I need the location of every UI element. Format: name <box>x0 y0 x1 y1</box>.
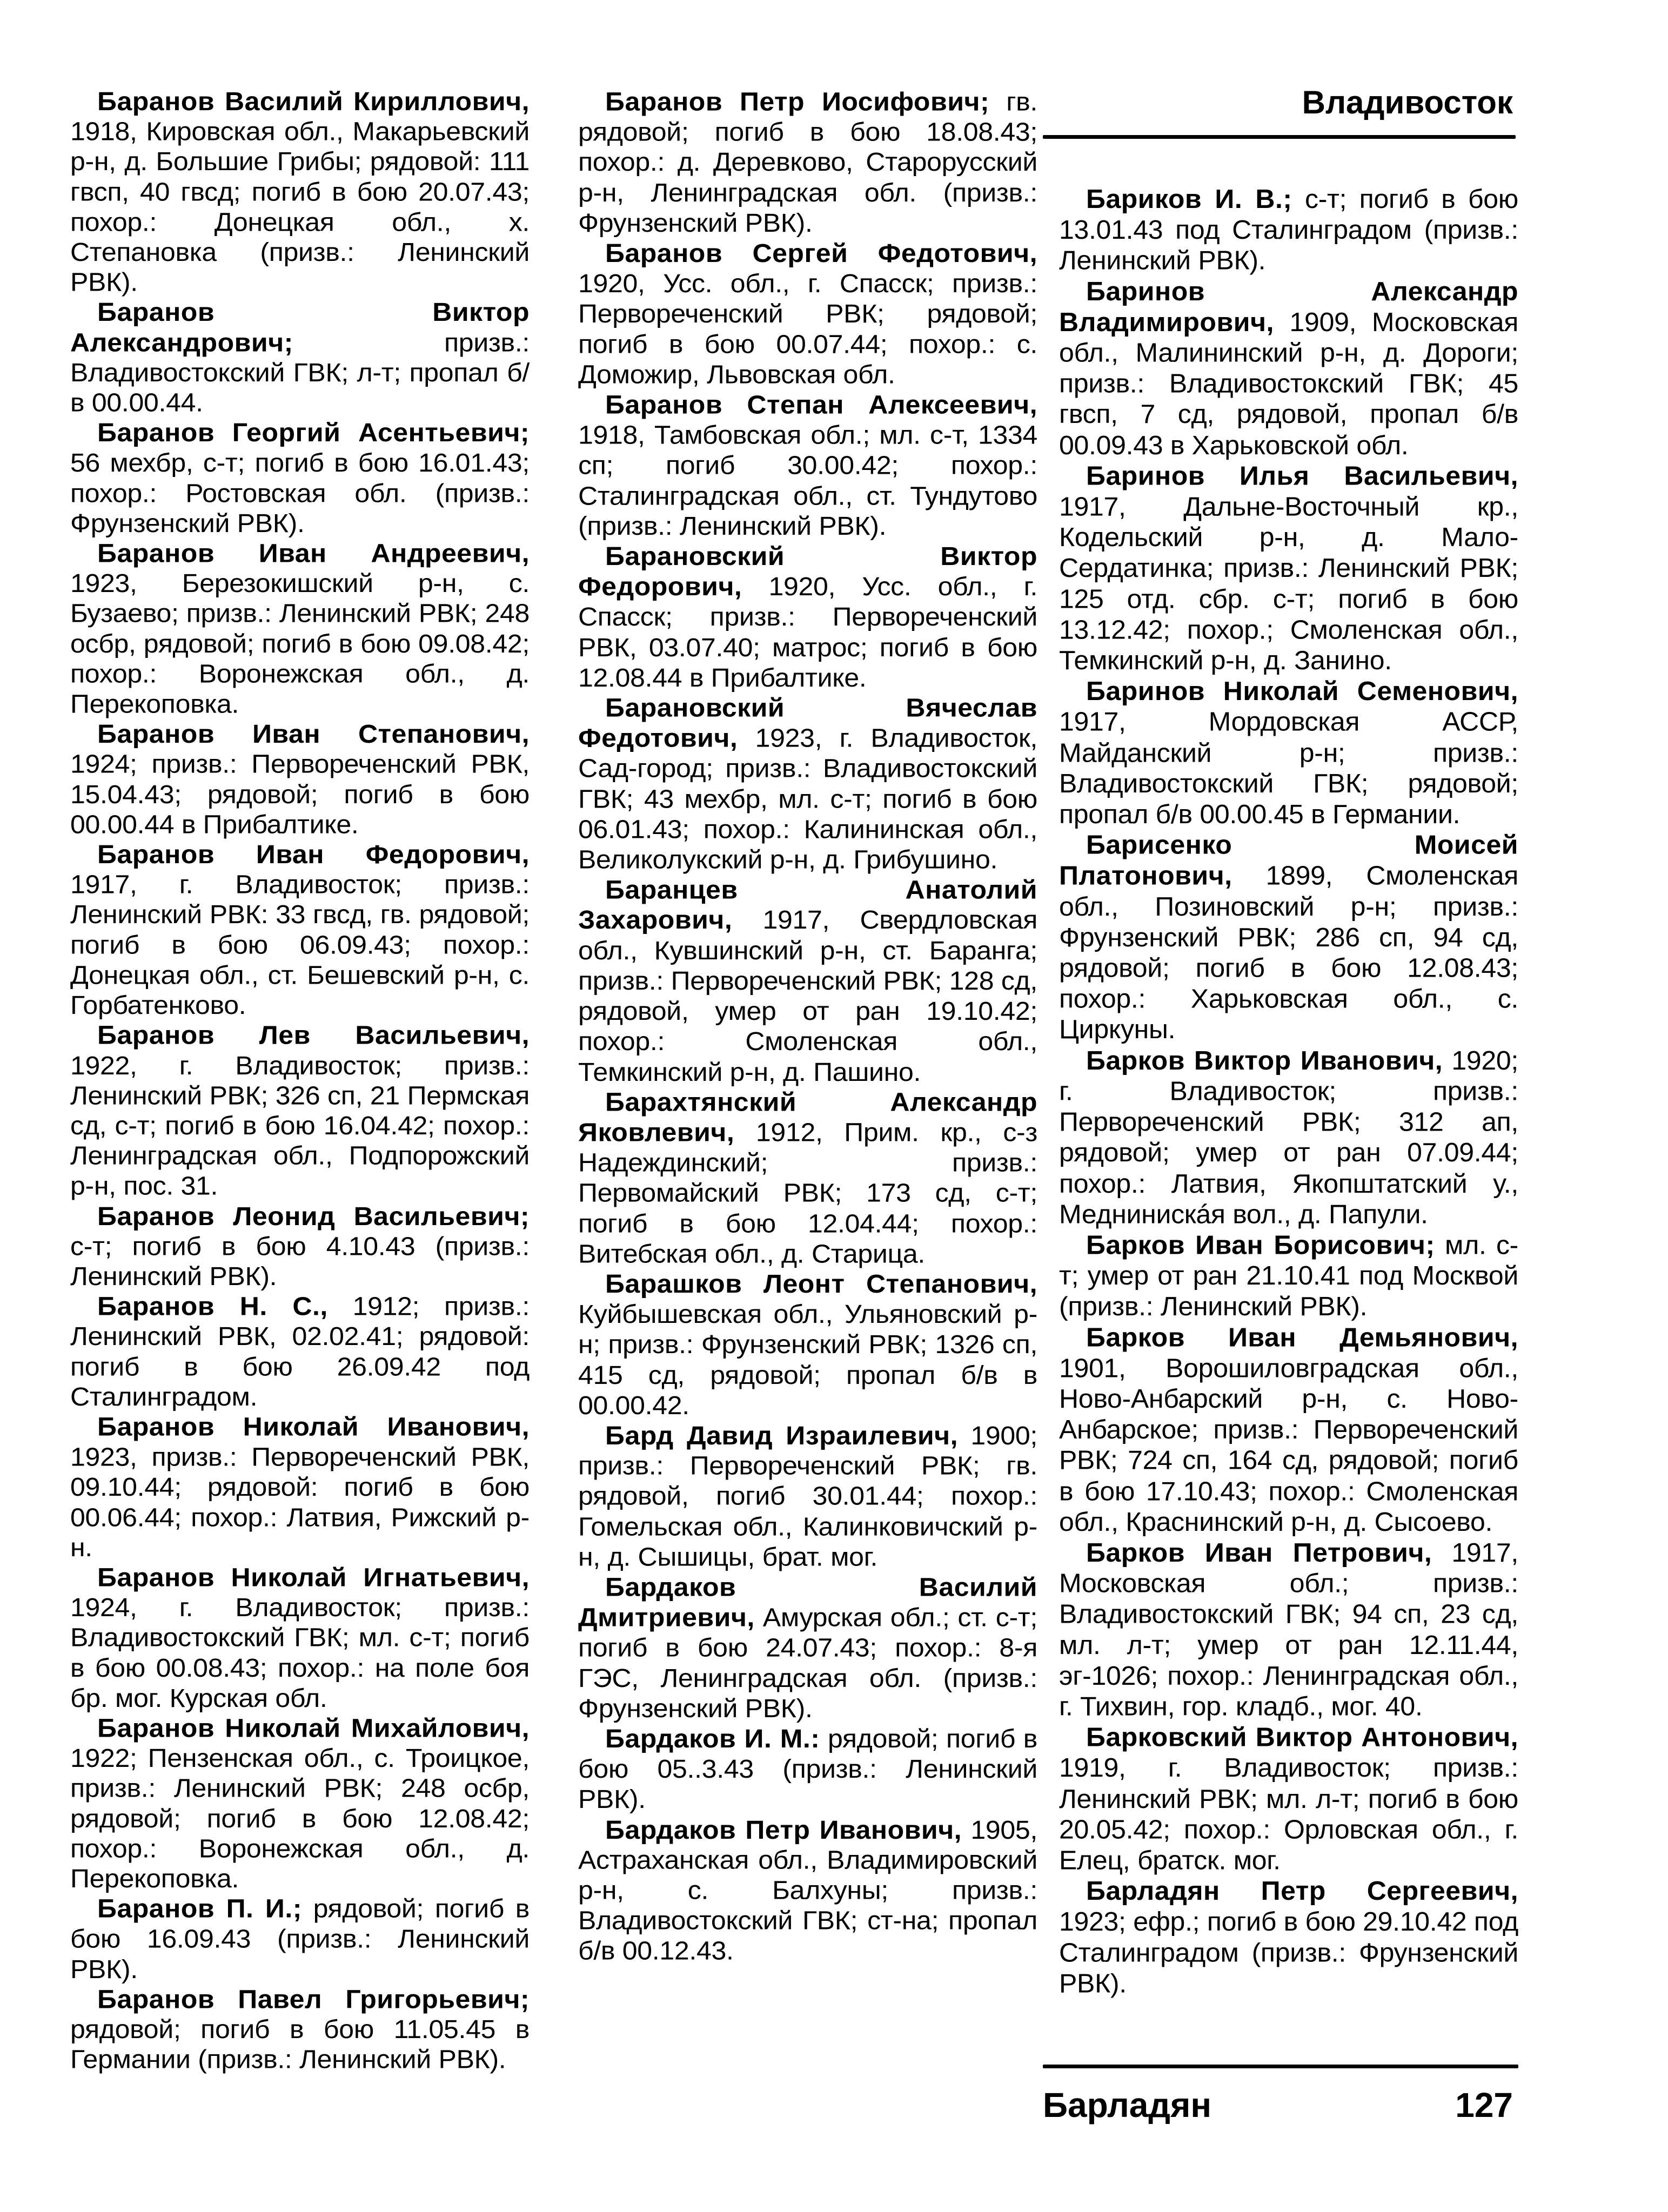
entry-text: 1912; призв.: Ленинский РВК, 02.02.41; рядовой: погиб в бою 26.09.42 под Сталинградом. <box>70 1292 530 1411</box>
entry <box>578 1814 1037 1966</box>
entry-name: Барановский Вячеслав Федотович, <box>578 693 1037 753</box>
entry-name: Барановский Виктор Федорович, <box>578 541 1037 601</box>
entry-name: Бард Давид Израилевич, <box>605 1421 958 1450</box>
entry <box>70 1894 530 1984</box>
entry-text: 1922, г. Владивосток; призв.: Ленинский РВК; 326 сп, 21 Пермская сд, с-т; погиб в бою 16.04.42; похор.: Ленинградская обл., Подпорожский р-н, пос. 31. <box>70 1051 530 1201</box>
entry <box>1059 676 1518 830</box>
entry-text: 1905, Астраханская обл., Владимировский р-н, с. Балхуны; призв.: Владивостокский ГВК; ст-на; пропал б/в 00.12.43. <box>578 1814 1038 1966</box>
entry <box>1059 1875 1518 1999</box>
entry-text: 1909, Московская обл., Малининский р-н, д. Дороги; призв.: Владивостокский ГВК; 45 гвсп, 7 сд, рядовой, пропал б/в 00.09.43 в Харьковской обл. <box>1059 307 1518 460</box>
entry-text: 1920, Усс. обл., г. Спасск; призв.: Первореченский РВК, 03.07.40; матрос; погиб в бою 12.08.44 в Прибалтике. <box>578 572 1037 692</box>
entry-text: Амурская обл.; ст. с-т; погиб в бою 24.07.43; похор.: 8-я ГЭС, Ленинградская обл. (призв.: Фрунзенский РВК). <box>578 1603 1037 1723</box>
entry <box>70 1020 530 1201</box>
entry <box>1059 276 1518 461</box>
entry-text: Куйбышевская обл., Ульяновский р-н; призв.: Фрунзенский РВК; 1326 сп, 415 сд, рядовой; пропал б/в в 00.00.42. <box>578 1299 1037 1420</box>
entry-text: 1918, Кировская обл., Макарьевский р-н, д. Большие Грибы; рядовой: 111 гвсп, 40 гвсд; погиб в бою 20.07.43; похор.: Донецкая обл., х. Степановка (призв.: Ленинский РВК). <box>70 117 530 297</box>
entry <box>70 839 530 1020</box>
entry <box>1059 1045 1518 1230</box>
entry-text: 1923; ефр.; погиб в бою 29.10.42 под Сталинградом (призв.: Фрунзенский РВК). <box>1059 1907 1518 1998</box>
entry-name: Баранов Николай Игнатьевич, <box>97 1563 530 1592</box>
entry-text: рядовой; погиб в бою 16.09.43 (призв.: Ленинский РВК). <box>70 1894 530 1984</box>
entry-text: с-т; погиб в бою 13.01.43 под Сталинградом (призв.: Ленинский РВК). <box>1059 184 1519 275</box>
entry-name: Баринов Илья Васильевич, <box>1086 461 1518 491</box>
entry <box>1059 1537 1518 1722</box>
entry-name: Бариков И. В.; <box>1086 184 1292 214</box>
entry-text: 1923, призв.: Первореченский РВК, 09.10.44; рядовой: погиб в бою 00.06.44; похор.: Латвия, Рижский р-н. <box>70 1442 530 1562</box>
entry-name: Барашков Леонт Степанович, <box>605 1269 1037 1299</box>
entry-text: 1900; призв.: Первореченский РВК; гв. рядовой, погиб 30.01.44; похор.: Гомельская обл., Калинковичский р-н, д. Сышицы, брат. мог. <box>578 1421 1037 1571</box>
entry-name: Баранов Иван Федорович, <box>97 840 530 869</box>
entry <box>70 1713 530 1894</box>
entry <box>578 238 1037 390</box>
entry-text: 1923, г. Владивосток, Сад-город; призв.: Владивостокский ГВК; 43 мехбр, мл. с-т; погиб в бою 06.01.43; похор.: Калининская обл., Великолукский р-н, д. Грибушино. <box>578 723 1037 875</box>
entry-text: 1923, Березокишский р-н, с. Бузаево; призв.: Ленинский РВК; 248 осбр, рядовой; погиб в бою 09.08.42; похор.: Воронежская обл., д. Перекоповка. <box>70 569 530 718</box>
entry-name: Барисенко Моисей Платонович, <box>1059 830 1518 891</box>
entry <box>578 1420 1037 1572</box>
header-rule <box>1043 135 1516 139</box>
entry-name: Баранов Леонид Васильевич; <box>97 1201 530 1231</box>
entry <box>70 1412 530 1563</box>
entry <box>578 86 1037 238</box>
entry-name: Бардаков Петр Иванович, <box>605 1814 962 1844</box>
entry <box>70 1562 530 1713</box>
entry <box>1059 1322 1518 1537</box>
entry-name: Барков Иван Петрович, <box>1086 1537 1432 1568</box>
entry-text: призв.: Владивостокский ГВК; л-т; пропал б/в 00.00.44. <box>70 328 530 418</box>
entry-text: 1924, г. Владивосток; призв.: Владивостокский ГВК; мл. с-т; погиб в бою 00.08.43; похор.: на поле боя бр. мог. Курская обл. <box>70 1593 530 1713</box>
entry-name: Баранов Иван Андреевич, <box>97 539 530 568</box>
footer-guide-word: Барладян <box>1043 2086 1211 2124</box>
entry-text: 1918, Тамбовская обл.; мл. с-т, 1334 сп; погиб 30.00.42; похор.: Сталинградская обл., ст. Тундутово (призв.: Ленинский РВК). <box>578 420 1037 541</box>
entry-name: Баринов Николай Семенович, <box>1086 676 1518 706</box>
entry-name: Барахтянский Александр Яковлевич, <box>578 1087 1037 1147</box>
entry-text: гв. рядовой; погиб в бою 18.08.43; похор.: д. Деревково, Старорусский р-н, Ленинградская обл. (призв.: Фрунзенский РВК). <box>578 86 1038 238</box>
entry-name: Баранов Николай Иванович, <box>97 1412 530 1442</box>
entry-name: Баранов Павел Григорьевич; <box>97 1985 530 2014</box>
entry <box>578 389 1037 541</box>
entry-text: 1922; Пензенская обл., с. Троицкое, призв.: Ленинский РВК; 248 осбр, рядовой; погиб в бою 12.08.42; похор.: Воронежская обл., д. Перекоповка. <box>70 1743 530 1893</box>
entry-text: 1912, Прим. кр., с-з Надеждинский; призв.: Первомайский РВК; 173 сд, с-т; погиб в бою 12.04.44; похор.: Витебская обл., д. Старица. <box>578 1118 1037 1268</box>
entry-text: мл. с-т; умер от ран 21.10.41 под Москвой (призв.: Ленинский РВК). <box>1059 1230 1518 1321</box>
entry <box>578 1269 1037 1421</box>
entry-text: рядовой; погиб в бою 11.05.45 в Германии (призв.: Ленинский РВК). <box>70 2014 530 2074</box>
entry-name: Баранов Степан Алексеевич, <box>605 390 1037 420</box>
entry-text: 1920; г. Владивосток; призв.: Первореченский РВК; 312 ап, рядовой; умер от ран 07.09.44; похор.: Латвия, Якопштатский у., Меднинискáя вол., д. Папули. <box>1059 1045 1518 1229</box>
entry <box>70 719 530 839</box>
entry <box>1059 830 1518 1045</box>
entry-text: 56 мехбр, с-т; погиб в бою 16.01.43; похор.: Ростовская обл. (призв.: Фрунзенский РВК). <box>70 448 530 538</box>
entry-text: 1901, Ворошиловградская обл., Ново-Анбарский р-н, с. Ново-Анбарское; призв.: Первореченский РВК; 724 сп, 164 сд, рядовой; погиб в бою 17.10.43; похор.: Смоленская обл., Краснинский р-н, д. Сысоево. <box>1059 1353 1518 1537</box>
entry <box>70 418 530 538</box>
entry-text: 1919, г. Владивосток; призв.: Ленинский РВК; мл. л-т; погиб в бою 20.05.42; похор.: Орловская обл., г. Елец, братск. мог. <box>1059 1753 1518 1875</box>
entry <box>578 692 1037 875</box>
entry-name: Баранов Василий Кириллович, <box>97 86 530 116</box>
entry-name: Барковский Виктор Антонович, <box>1086 1722 1518 1752</box>
column-2 <box>578 86 1037 1966</box>
page-number: 127 <box>1455 2086 1513 2124</box>
entry-name: Баринов Александр Владимирович, <box>1059 276 1518 337</box>
entry <box>578 1087 1037 1269</box>
footer-rule <box>1043 2065 1518 2068</box>
entry <box>70 1984 530 2074</box>
entry-name: Баранов Георгий Асентьевич; <box>97 418 530 448</box>
entry-text: с-т; погиб в бою 4.10.43 (призв.: Ленинский РВК). <box>70 1231 530 1291</box>
entry-name: Бардаков Василий Дмитриевич, <box>578 1572 1037 1632</box>
column-3 <box>1059 184 1518 1999</box>
entry <box>578 875 1037 1087</box>
entry-text: 1917, Свердловская обл., Кувшинский р-н, ст. Баранга; призв.: Первореченский РВК; 128 сд, рядовой, умер от ран 19.10.42; похор.: Смоленская обл., Темкинский р-н, д. Пашино. <box>578 905 1037 1086</box>
entry-name: Баранов Лев Васильевич, <box>97 1020 530 1050</box>
entry <box>578 1724 1037 1814</box>
entry <box>70 86 530 297</box>
entry-text: 1924; призв.: Первореченский РВК, 15.04.43; рядовой; погиб в бою 00.00.44 в Прибалтике. <box>70 749 530 839</box>
entry <box>70 1201 530 1291</box>
entry-name: Баранов Сергей Федотович, <box>605 238 1037 268</box>
running-head: Владивосток <box>1302 84 1513 120</box>
entry-name: Баранов Иван Степанович, <box>97 719 530 749</box>
entry <box>1059 1229 1518 1322</box>
entry <box>70 1292 530 1412</box>
entry-name: Баранов Николай Михайлович, <box>97 1713 530 1743</box>
entry <box>578 1572 1037 1724</box>
entry-name: Барладян Петр Сергеевич, <box>1086 1876 1518 1906</box>
entry <box>70 538 530 719</box>
entry-name: Барков Иван Борисович; <box>1086 1230 1435 1260</box>
entry <box>1059 1722 1518 1875</box>
entry <box>1059 184 1518 276</box>
entry-text: рядовой; погиб в бою 05..3.43 (призв.: Ленинский РВК). <box>578 1724 1037 1814</box>
entry-text: 1899, Смоленская обл., Позиновский р-н; призв.: Фрунзенский РВК; 286 сп, 94 сд, рядовой; погиб в бою 12.08.43; похор.: Харьковская обл., с. Циркуны. <box>1059 860 1518 1045</box>
entry-name: Барков Виктор Иванович, <box>1086 1045 1443 1075</box>
entry <box>1059 461 1518 676</box>
entry-name: Баранов Виктор Александрович; <box>70 298 530 357</box>
entry-name: Баранов Петр Иосифович; <box>605 86 990 116</box>
entry <box>578 541 1037 693</box>
entry-text: 1920, Усс. обл., г. Спасск; призв.: Первореченский РВК; рядовой; погиб в бою 00.07.44; похор.: с. Доможир, Львовская обл. <box>578 268 1037 389</box>
entry-name: Барков Иван Демьянович, <box>1086 1322 1518 1352</box>
entry-text: 1917, Дальне-Восточный кр., Кодельский р-н, д. Мало-Сердатинка; призв.: Ленинский РВК; 125 отд. сбр. с-т; погиб в бою 13.12.42; похор.; Смоленская обл., Темкинский р-н, д. Занино. <box>1059 492 1518 676</box>
entry-text: 1917, Мордовская АССР, Майданский р-н; призв.: Владивостокский ГВК; рядовой; пропал б/в 00.00.45 в Германии. <box>1059 707 1518 829</box>
entry-name: Бардаков И. М.: <box>605 1724 820 1753</box>
entry-name: Баранов Н. С., <box>97 1292 328 1321</box>
entry <box>70 297 530 418</box>
entry-text: 1917, г. Владивосток; призв.: Ленинский РВК: 33 гвсд, гв. рядовой; погиб в бою 06.09.43; похор.: Донецкая обл., ст. Бешевский р-н, с. Горбатенково. <box>70 870 530 1020</box>
column-1 <box>70 86 530 2074</box>
entry-name: Баранов П. И.; <box>97 1894 302 1924</box>
entry-text: 1917, Московская обл.; призв.: Владивостокский ГВК; 94 сп, 23 сд, мл. л-т; умер от ран 12.11.44, эг-1026; похор.: Ленинградская обл., г. Тихвин, гор. кладб., мог. 40. <box>1059 1537 1518 1722</box>
entry-name: Баранцев Анатолий Захарович, <box>578 875 1037 935</box>
